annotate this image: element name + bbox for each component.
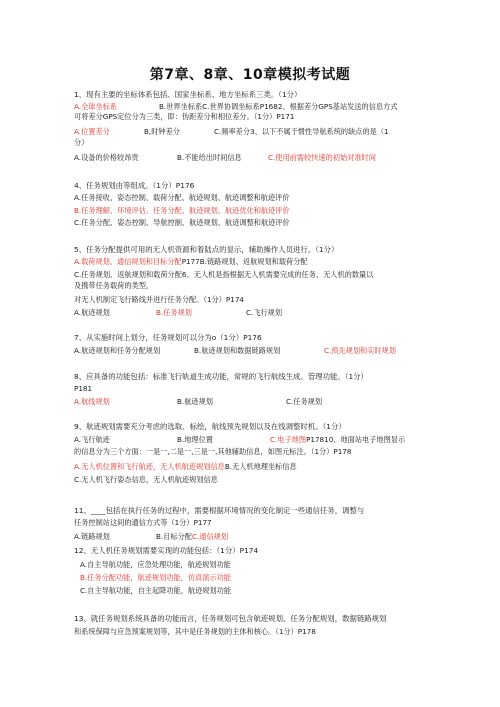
- question-10-stem-start: P17810、地面站电子地图显示: [306, 435, 406, 444]
- question-10-option-b: B.无人机地理坐标信息: [224, 462, 297, 471]
- question-2-stem-start: C.世界协调坐标系P1682、根据差分GPS基站发送的信息方式: [202, 102, 398, 111]
- question-7-option-b: B.航迹规划和数据链路规划: [194, 346, 281, 355]
- question-9-option-b: B.地理位置: [177, 435, 213, 444]
- question-3-option-b: B.不能给出时间信息: [177, 153, 242, 162]
- question-6-options: [74, 308, 283, 318]
- question-11-option-a: A.链路规划: [74, 532, 110, 541]
- question-1-option-b-c: [159, 102, 398, 112]
- question-9-option-c: C.电子地图: [270, 435, 307, 444]
- question-7-options: [74, 346, 396, 356]
- question-2-stem-end: 可将差分GPS定位分为三类，即：伪距差分和相位差分。（1分）P171: [74, 112, 295, 121]
- question-8-option-a: A.航线规划: [74, 397, 110, 406]
- question-9-options: [74, 435, 406, 445]
- question-9-option-c-group: [270, 435, 405, 445]
- question-10-option-a: A.无人机位置和飞行航迹，无人机航迹规划信息: [74, 462, 225, 471]
- question-5-option-c-and-q6: C.任务规划、返航规划和载荷分配6、无人机是指根据无人机需要完成的任务、无人机的数量以: [74, 270, 374, 279]
- question-13-stem: 13、就任务规划系统具备的功能而言，任务规划可包含航迹规划、任务分配规划，数据链路规划: [74, 614, 387, 623]
- question-2-options: [74, 127, 389, 137]
- question-3-option-a: A.设备的价格较昂贵: [74, 153, 139, 162]
- question-7-option-c: C.预先规划和实时规划: [324, 346, 396, 355]
- question-8-page-ref: P181: [74, 384, 93, 393]
- question-4-option-b: B.任务理解、环境评估、任务分配、航迹规划、航迹优化和航迹评价: [74, 206, 290, 215]
- question-2-option-c-and-q3: C.频率差分3、以下不属于惯性导航系统的缺点的是（1: [214, 127, 389, 136]
- question-1-stem: 1、现有主要的坐标体系包括、国家坐标系、地方坐标系三类。（1分）: [74, 90, 302, 99]
- page-title: 第7章、8章、10章模拟考试题: [149, 67, 351, 83]
- question-3-options: [74, 153, 376, 163]
- question-8-stem: 8、应具备的功能包括：标准飞行轨道生成功能，常规的飞行航线生成、管理功能。（1分）: [74, 372, 368, 381]
- question-4-option-a: A.任务接收、姿态控制、载荷分配、航迹规划、航迹调整和航迹评价: [74, 193, 290, 202]
- question-5-option-b: P177B.链路规划、返航规划和载荷分配: [181, 257, 308, 266]
- question-3-stem-end: 分）: [74, 138, 89, 147]
- question-4-stem: 4、任务规划由等组成。（1分）P176: [74, 181, 195, 190]
- question-5-option-a: A.载荷规划、通信规划和目标分配: [74, 257, 182, 266]
- question-4-option-c: C.任务分配、姿态控制、导航控制、航迹规划、航迹调整和航迹评价: [74, 218, 290, 227]
- question-1-options: [74, 102, 398, 112]
- question-12-option-a: A.自主导航功能，应急处理功能，航迹规划功能: [80, 560, 231, 569]
- question-6-option-b: B.任务规划: [156, 308, 192, 317]
- question-9-stem: 9、航迹规划需要充分考虑的选取、标绘，航线预先规划以及在线调整时机。（1分）: [74, 422, 346, 431]
- question-11-option-c: C.通信规划: [191, 532, 229, 541]
- question-8-option-b: B.航迹规划: [177, 397, 213, 406]
- question-1-option-a: A.全球坐标系: [74, 102, 118, 111]
- question-2-option-a: A.位置差分: [74, 127, 110, 136]
- question-6-stem-cont: 及携带任务载荷的类型，: [74, 281, 154, 290]
- question-11-option-b: B.目标分配: [156, 532, 192, 541]
- question-12-stem: 12、无人机任务规划需要实现的功能包括：（1分）P174: [74, 546, 259, 555]
- question-11-stem: 11、____包括在执行任务的过程中，需要根据环境情况的变化制定一些通信任务，调整与: [74, 506, 365, 515]
- question-11-stem-end: 任务控制站这间的通信方式等（1分）P177: [74, 518, 212, 527]
- question-10-option-c: C.无人机飞行姿态信息，无人机航迹规划信息: [74, 475, 218, 484]
- question-1-option-b: B.世界坐标系: [159, 102, 203, 111]
- question-6-option-c: C.飞行规划: [246, 308, 283, 317]
- question-12-option-c: C.自主导航功能，自主起降功能，航迹规划功能: [80, 586, 232, 595]
- question-7-option-a: A.航迹规划和任务分配规划: [74, 346, 161, 355]
- question-7-stem: 7、从实施时间上划分，任务规划可以分为o（1分）P176: [74, 333, 262, 342]
- question-5-option-a-b: [74, 257, 308, 267]
- question-13-stem-end: 和系统保障与应急预案规划等，其中是任务规划的主体和核心。（1分）P178: [74, 627, 316, 636]
- question-8-options: [74, 397, 323, 407]
- question-6-stem-end: 对无人机制定飞行路线并进行任务分配。（1分）P174: [74, 295, 244, 304]
- question-6-option-a: A.航迹规划: [74, 308, 110, 317]
- question-5-stem: 5、任务分配提供可用的无人机资源和着陆点的显示，辅助操作人员进行。（1分）: [74, 245, 339, 254]
- question-11-options: [74, 532, 229, 542]
- question-9-option-a: A.飞行航迹: [74, 435, 110, 444]
- question-3-option-c: C.使用前需较快速的初始对准时间: [268, 153, 376, 162]
- question-12-option-b: B.任务分配功能，航迹规划功能，仿真演示功能: [80, 573, 231, 582]
- question-2-option-b: B,时钟差分: [144, 127, 180, 136]
- question-11-option-b-c: [156, 532, 228, 542]
- question-10-options-a-b: [74, 462, 297, 472]
- question-10-stem-end: 的信息分为三个方面：一是一,二是一,三是一,其他辅助信息，如图元标注。（1分）P178: [74, 447, 352, 456]
- question-8-option-c: C.任务规划: [286, 397, 323, 406]
